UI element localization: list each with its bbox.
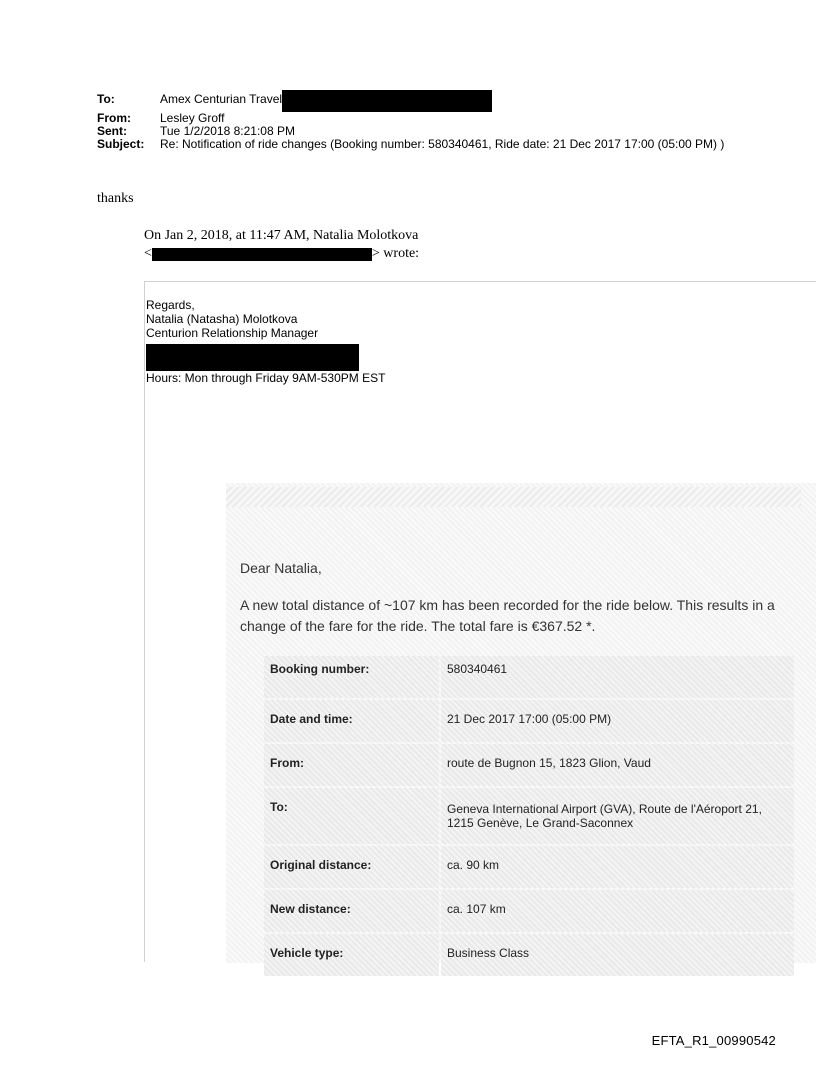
row-value: 580340461 — [441, 656, 794, 698]
row-label: Original distance: — [264, 846, 439, 888]
redaction-bar — [152, 248, 372, 261]
row-value: Geneva International Airport (GVA), Route de l'Aéroport 21, 1215 Genève, Le Grand-Saconnex — [441, 788, 794, 844]
row-value: ca. 107 km — [441, 890, 794, 932]
row-label: From: — [264, 744, 439, 786]
reply-body: thanks — [97, 191, 134, 206]
table-row — [264, 700, 794, 742]
table-row — [264, 890, 794, 932]
to-recipient: Amex Centurian Travel — [160, 92, 283, 106]
from-label: From: — [97, 111, 131, 125]
row-label: New distance: — [264, 890, 439, 932]
subject-label: Subject: — [97, 137, 145, 151]
table-row — [264, 744, 794, 786]
to-label: To: — [97, 92, 115, 106]
sent-label: Sent: — [97, 124, 127, 138]
sent-value: Tue 1/2/2018 8:21:08 PM — [160, 124, 295, 138]
letter-paragraph: A new total distance of ~107 km has been recorded for the ride below. This results in a change of the fare for the ride. The total fare is €367.52 *. — [240, 597, 775, 634]
redaction-bar — [146, 344, 359, 371]
subject-row — [97, 138, 777, 151]
row-label: Vehicle type: — [264, 934, 439, 976]
table-row — [264, 934, 794, 976]
subject-value: Re: Notification of ride changes (Booking number: 580340461, Ride date: 21 Dec 2017 17:00 (05:00 PM) ) — [160, 137, 725, 151]
signature-name: Natalia (Natasha) Molotkova — [146, 312, 298, 326]
notification-letter — [240, 558, 816, 637]
table-row — [264, 846, 794, 888]
row-value: 21 Dec 2017 17:00 (05:00 PM) — [441, 700, 794, 742]
row-label: Date and time: — [264, 700, 439, 742]
signature-regards: Regards, — [146, 298, 195, 312]
signature-hours: Hours: Mon through Friday 9AM-530PM EST — [146, 371, 386, 385]
letter-header-band — [226, 487, 801, 507]
quote-attribution — [144, 227, 419, 263]
row-value: ca. 90 km — [441, 846, 794, 888]
attribution-close: > wrote: — [371, 246, 420, 261]
table-row — [264, 788, 794, 844]
to-value — [160, 93, 777, 112]
row-value: route de Bugnon 15, 1823 Glion, Vaud — [441, 744, 794, 786]
row-label: To: — [264, 788, 439, 844]
email-header — [97, 93, 777, 151]
from-value: Lesley Groff — [160, 111, 225, 125]
redaction-bar — [282, 90, 492, 112]
signature-block — [146, 298, 385, 385]
to-row — [97, 93, 777, 112]
document-id: EFTA_R1_00990542 — [651, 1033, 776, 1048]
table-row — [264, 656, 794, 698]
row-value: Business Class — [441, 934, 794, 976]
attribution-open: < — [144, 246, 152, 261]
row-label: Booking number: — [264, 656, 439, 698]
attribution-email-line — [144, 245, 419, 263]
ride-details-table — [262, 654, 796, 978]
attribution-line: On Jan 2, 2018, at 11:47 AM, Natalia Molotkova — [144, 228, 419, 243]
signature-title: Centurion Relationship Manager — [146, 326, 319, 340]
letter-greeting: Dear Natalia, — [240, 560, 322, 576]
